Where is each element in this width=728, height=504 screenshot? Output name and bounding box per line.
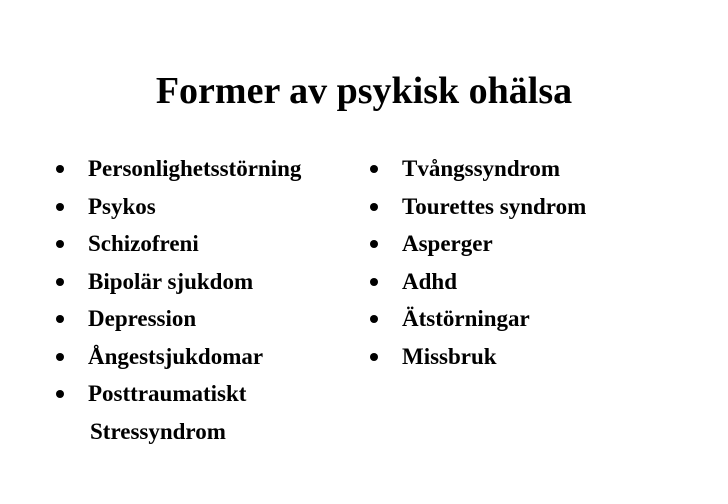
bullet-icon bbox=[370, 315, 378, 323]
list-item bbox=[56, 375, 356, 413]
list-item-label: Stressyndrom bbox=[90, 418, 226, 444]
list-item-label: Missbruk bbox=[402, 343, 497, 369]
list-item bbox=[370, 150, 710, 188]
list-item bbox=[56, 338, 356, 376]
list-item bbox=[56, 225, 356, 263]
bullet-icon bbox=[56, 390, 64, 398]
bullet-icon bbox=[370, 353, 378, 361]
list-item-label: Bipolär sjukdom bbox=[88, 268, 254, 294]
bullet-icon bbox=[56, 203, 64, 211]
list-item-label: Ångestsjukdomar bbox=[88, 343, 264, 369]
list-item-label: Tvångssyndrom bbox=[402, 156, 561, 181]
list-item-label: Asperger bbox=[402, 231, 493, 256]
list-item bbox=[56, 263, 356, 301]
bullet-icon bbox=[56, 240, 64, 248]
list-item-label: Schizofreni bbox=[88, 231, 199, 256]
list-item bbox=[56, 300, 356, 338]
list-item-label: Ätstörningar bbox=[402, 306, 530, 331]
list-item bbox=[56, 150, 356, 188]
left-bullet-list bbox=[56, 150, 356, 450]
bullet-icon bbox=[56, 353, 64, 361]
list-item bbox=[370, 300, 710, 338]
bullet-icon bbox=[56, 315, 64, 323]
list-item-label: Depression bbox=[88, 306, 197, 331]
list-item-label: Personlighetsstörning bbox=[88, 156, 302, 181]
bullet-icon bbox=[370, 278, 378, 286]
list-item-label: Tourettes syndrom bbox=[402, 193, 587, 219]
list-item bbox=[370, 225, 710, 263]
list-item-label: Posttraumatiskt bbox=[88, 381, 247, 406]
bullet-icon bbox=[370, 240, 378, 248]
list-item-continuation bbox=[56, 413, 356, 451]
bullet-icon bbox=[56, 165, 64, 173]
list-item bbox=[370, 263, 710, 301]
list-item bbox=[370, 188, 710, 226]
bullet-icon bbox=[56, 278, 64, 286]
bullet-icon bbox=[370, 203, 378, 211]
slide-title: Former av psykisk ohälsa bbox=[155, 70, 573, 112]
list-item-label: Psykos bbox=[88, 193, 156, 219]
list-item bbox=[56, 188, 356, 226]
list-item bbox=[370, 338, 710, 376]
right-bullet-list bbox=[370, 150, 710, 375]
bullet-icon bbox=[370, 165, 378, 173]
list-item-label: Adhd bbox=[402, 268, 457, 294]
